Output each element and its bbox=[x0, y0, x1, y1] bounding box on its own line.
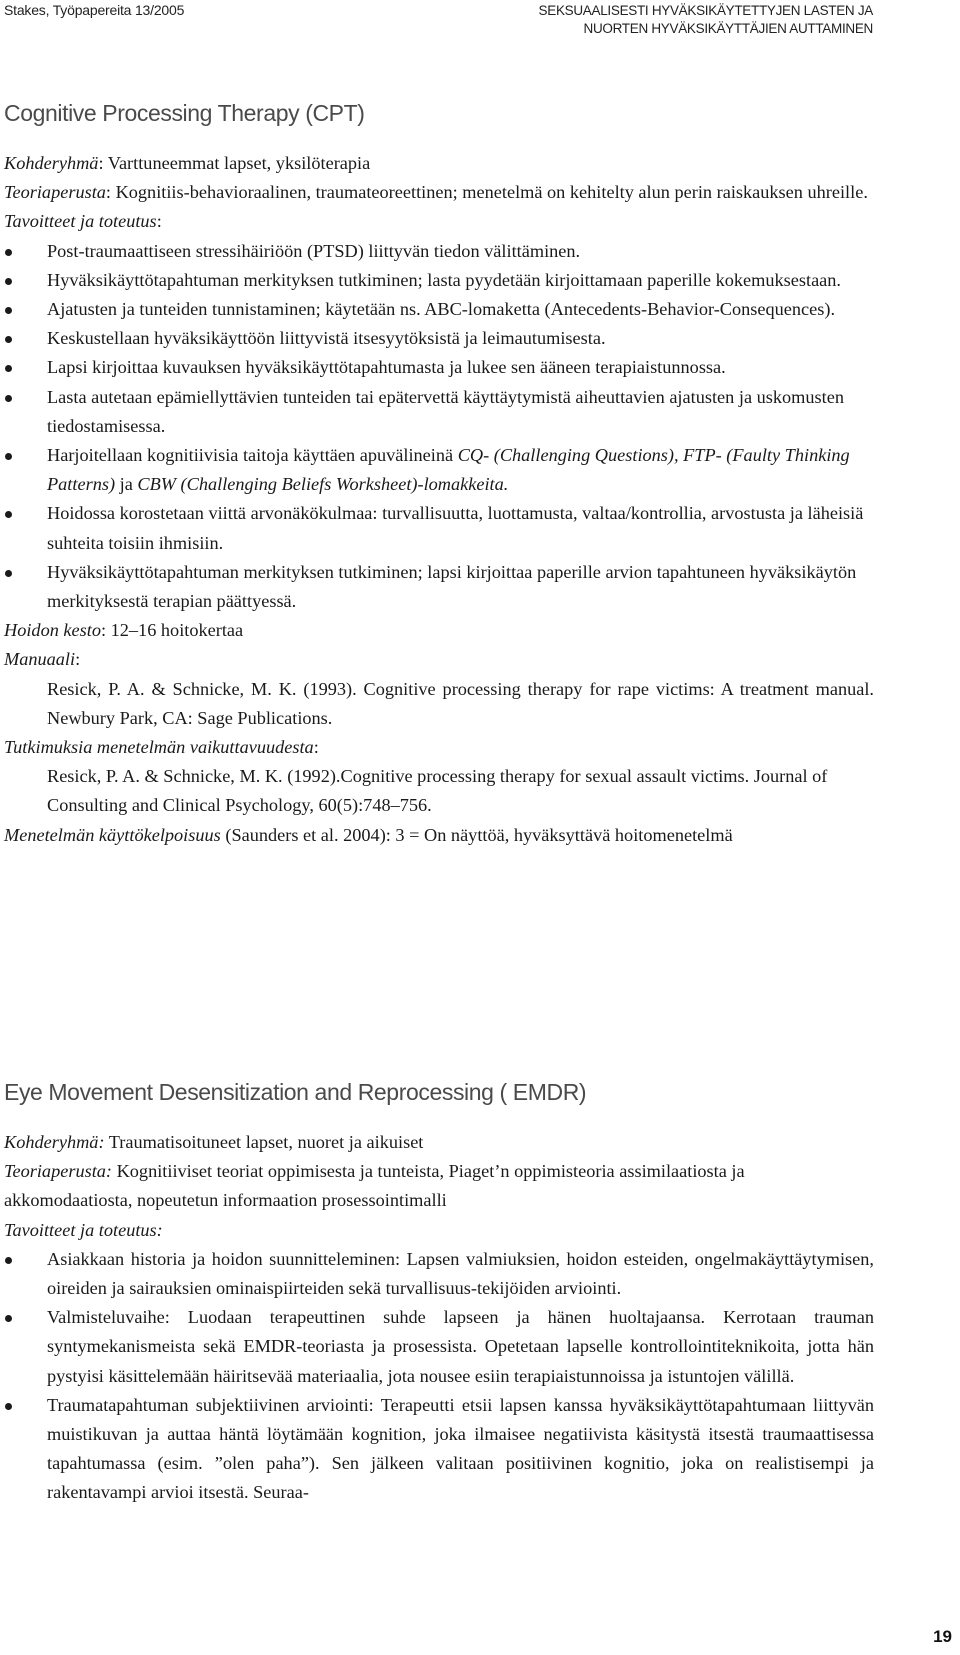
cpt-duration-value: : 12–16 hoitokertaa bbox=[100, 620, 244, 641]
bullet7-italic-1: CQ- (Challenging Questions), FTP- (Faulty Thinking Patterns) bbox=[47, 445, 850, 495]
running-header-right-line1: SEKSUAALISESTI HYVÄKSIKÄYTETTYJEN LASTEN JA bbox=[538, 3, 873, 18]
emdr-target-label: Kohderyhmä: bbox=[4, 1132, 105, 1152]
cpt-target-label: Kohderyhmä bbox=[4, 153, 99, 173]
cpt-manual-label: Manuaali bbox=[4, 649, 76, 670]
list-item: Hoidossa korostetaan viittä arvonäkökulmaa: turvallisuutta, luottamusta, valtaa/kontrollia, arvostusta ja läheisiä suhteita toisiin ihmisiin. bbox=[4, 499, 874, 557]
emdr-goals-heading bbox=[4, 1216, 874, 1245]
running-header-right bbox=[539, 2, 873, 38]
emdr-basis-value: Kognitiiviset teoriat oppimisesta ja tunteista, Piaget’n oppimisteoria assimilaatiosta ja akkomodaatiosta, nopeutetun informaation prosessointimalli bbox=[4, 1161, 745, 1211]
cpt-section bbox=[4, 100, 874, 850]
page-number: 19 bbox=[933, 1627, 952, 1646]
emdr-target-group bbox=[4, 1128, 874, 1157]
bullet7-text: Harjoitellaan kognitiivisia taitoja käyttäen apuvälineinä bbox=[47, 445, 458, 466]
cpt-goals-heading bbox=[4, 207, 874, 236]
running-header-left: Stakes, Työpapereita 13/2005 bbox=[4, 2, 185, 18]
cpt-goals-label: Tavoitteet ja toteutus bbox=[4, 211, 157, 232]
cpt-target-group bbox=[4, 149, 874, 178]
list-item bbox=[4, 441, 874, 499]
cpt-usability-label: Menetelmän käyttökelpoisuus bbox=[4, 824, 221, 845]
list-item: Ajatusten ja tunteiden tunnistaminen; käytetään ns. ABC-lomaketta (Antecedents-Behavior-Consequences). bbox=[4, 295, 874, 324]
list-item: Lasta autetaan epämiellyttävien tunteiden tai epätervettä käyttäytymistä aiheuttavien ajatusten ja uskomusten tiedostamisessa. bbox=[4, 383, 874, 441]
list-item: Asiakkaan historia ja hoidon suunnitteleminen: Lapsen valmiuksien, hoidon esteiden, ongelmakäyttäytymisen, oireiden ja sairauksien ominaispiirteiden sekä turvallisuus-tekijöiden arviointi. bbox=[4, 1245, 874, 1303]
list-item: Hyväksikäyttötapahtuman merkityksen tutkiminen; lasta pyydetään kirjoittamaan paperille kokemuksestaan. bbox=[4, 266, 874, 295]
cpt-manual-reference: Resick, P. A. & Schnicke, M. K. (1993). Cognitive processing therapy for rape victims: A treatment manual. Newbury Park, CA: Sage Publications. bbox=[47, 678, 874, 728]
cpt-usability bbox=[4, 821, 874, 850]
bullet7-italic-2: CBW (Challenging Beliefs Worksheet)-lomakkeita. bbox=[137, 474, 509, 495]
cpt-research-reference: Resick, P. A. & Schnicke, M. K. (1992).Cognitive processing therapy for sexual assault victims. Journal of Consulting and Clinical Psychology, 60(5):748–756. bbox=[47, 766, 828, 816]
cpt-basis-value: : Kognitiis-behavioraalinen, traumateoreettinen; menetelmä on kehitelty alun perin raiskauksen uhreille. bbox=[105, 182, 868, 203]
emdr-goals-label: Tavoitteet ja toteutus: bbox=[4, 1219, 163, 1240]
emdr-title: Eye Movement Desensitization and Reprocessing ( EMDR) bbox=[4, 1079, 587, 1105]
emdr-target-value: Traumatisoituneet lapset, nuoret ja aikuiset bbox=[104, 1132, 424, 1152]
cpt-research-heading bbox=[4, 733, 874, 762]
list-item: Traumatapahtuman subjektiivinen arviointi: Terapeutti etsii lapsen kanssa hyväksikäyttötapahtumaan liittyvän muistikuvan ja auttaa häntä löytämään kognition, joka ilmaisee negatiivista käsitystä itsestä traumaattisessa tapahtumassa (esim. ”olen paha”). Sen jälkeen valitaan positiivinen kognitio, joka on realistisempi ja rakentavampi arvioi itsestä. Seuraa- bbox=[4, 1391, 874, 1508]
cpt-manual-heading bbox=[4, 645, 874, 674]
running-header-right-line2: NUORTEN HYVÄKSIKÄYTTÄJIEN AUTTAMINEN bbox=[583, 21, 873, 36]
cpt-research-label: Tutkimuksia menetelmän vaikuttavuudesta bbox=[4, 737, 314, 758]
cpt-basis-label: Teoriaperusta bbox=[4, 182, 106, 203]
list-item: Keskustellaan hyväksikäyttöön liittyvistä itsesyytöksistä ja leimautumisesta. bbox=[4, 324, 874, 353]
cpt-duration-label: Hoidon kesto bbox=[4, 620, 101, 641]
cpt-goals-colon: : bbox=[156, 211, 162, 232]
list-item: Lapsi kirjoittaa kuvauksen hyväksikäyttötapahtumasta ja lukee sen ääneen terapiaistunnossa. bbox=[4, 353, 874, 382]
emdr-theory-basis bbox=[4, 1157, 874, 1215]
cpt-title: Cognitive Processing Therapy (CPT) bbox=[4, 100, 365, 126]
emdr-section bbox=[4, 1079, 874, 1508]
cpt-usability-value: (Saunders et al. 2004): 3 = On näyttöä, hyväksyttävä hoitomenetelmä bbox=[220, 824, 733, 845]
emdr-goals-list bbox=[4, 1245, 874, 1508]
cpt-theory-basis bbox=[4, 178, 874, 207]
cpt-goals-list bbox=[4, 237, 874, 617]
list-item: Post-traumaattiseen stressihäiriöön (PTSD) liittyvän tiedon välittäminen. bbox=[4, 237, 874, 266]
bullet7-mid: ja bbox=[115, 474, 138, 495]
emdr-basis-label: Teoriaperusta: bbox=[4, 1161, 113, 1182]
cpt-target-value: : Varttuneemmat lapset, yksilöterapia bbox=[98, 153, 371, 173]
cpt-research-colon: : bbox=[313, 737, 319, 758]
list-item: Valmisteluvaihe: Luodaan terapeuttinen suhde lapseen ja hänen huoltajaansa. Kerrotaan trauman syntymekanismeista sekä EMDR-teoriasta ja prosessista. Opetetaan lapselle kontrollointiteknikoita, jotta hän pystyisi käsittelemään häiritsevää materiaalia, jota nousee esiin terapiaistunnoissa ja istuntojen välillä. bbox=[4, 1303, 874, 1391]
cpt-duration bbox=[4, 616, 874, 645]
cpt-manual-colon: : bbox=[75, 649, 81, 670]
list-item: Hyväksikäyttötapahtuman merkityksen tutkiminen; lapsi kirjoittaa paperille arvion tapahtuneen hyväksikäytön merkityksestä terapian päättyessä. bbox=[4, 558, 874, 616]
